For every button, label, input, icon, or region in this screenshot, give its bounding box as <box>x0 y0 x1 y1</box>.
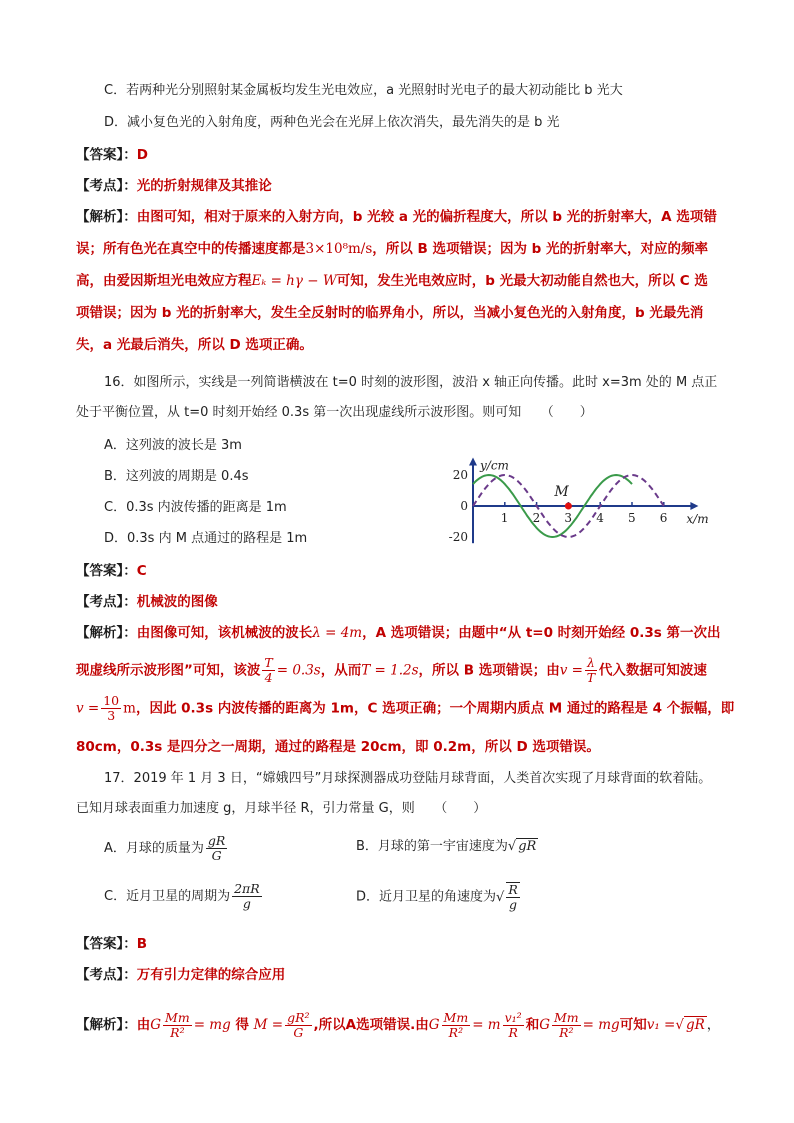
q17-jiexi-line <box>76 1010 728 1040</box>
numerator: Mm <box>554 1009 579 1025</box>
q16-stem-line-2: 处于平衡位置，从 t=0 时刻开始经 0.3s 第一次出现虚线所示波形图。则可知 （ ） <box>76 405 593 420</box>
q16-option-b: B．这列波的周期是 0.4s <box>104 469 249 484</box>
denominator: g <box>509 897 518 912</box>
q16-kaodian-line <box>76 593 218 611</box>
q17-option-c <box>104 882 264 911</box>
q16-jiexi-line-4: 80cm，0.3s 是四分之一周期，通过的路程是 20cm，即 0.2m，所以 D 选项错误。 <box>76 739 600 755</box>
q17-stem-line-2: 已知月球表面重力加速度 g，月球半径 R，引力常量 G，则 （ ） <box>76 801 487 816</box>
numerator: gR² <box>287 1009 310 1025</box>
jiexi-text: 可知，发生光电效应时，b 光最大初动能自然也大，所以 C 选 <box>336 273 708 289</box>
jiexi-text: ，所以 B 选项错误；由 <box>418 662 560 679</box>
jiexi-label: 【解析】： <box>76 1017 137 1033</box>
y-axis-arrow <box>469 458 477 466</box>
q15-jiexi-line-5: 失，a 光最后消失，所以 D 选项正确。 <box>76 337 313 353</box>
q15-jiexi-line-3 <box>76 272 728 290</box>
numerator: λ <box>586 655 595 670</box>
equation: = mg <box>193 1017 231 1033</box>
velocity-symbol: v₁ = <box>646 1017 676 1033</box>
kaodian-label: 【考点】： <box>76 178 137 194</box>
fraction-T-over-4 <box>262 656 274 685</box>
x-tick-label: 3 <box>564 511 573 525</box>
x-tick-label: 1 <box>500 511 509 525</box>
denominator: R² <box>448 1024 464 1040</box>
numerator: R <box>508 882 518 897</box>
q16-jiexi-line-3 <box>76 693 735 723</box>
symbol-M: M = <box>253 1017 284 1033</box>
fraction-v1sq-over-R <box>503 1011 524 1040</box>
option-text: A．月球的质量为 <box>104 841 204 856</box>
q16-option-c: C．0.3s 内波传播的距离是 1m <box>104 500 287 515</box>
denominator: R <box>508 1024 518 1040</box>
jiexi-label: 【解析】： <box>76 625 137 641</box>
y-tick-label: 20 <box>452 468 468 482</box>
option-text: C．近月卫星的周期为 <box>104 889 231 904</box>
period-formula: T = 1.2s <box>361 662 419 679</box>
q15-jiexi-line-4: 项错误；因为 b 光的折射率大，发生全反射时的临界角小，所以，当减小复色光的入射角度，b 光最先消 <box>76 305 704 321</box>
jiexi-text: 由 <box>136 1017 151 1033</box>
y-tick-label: 0 <box>460 499 468 513</box>
q16-jiexi-line-2 <box>76 656 728 685</box>
answer-value: C <box>136 563 147 579</box>
kaodian-label: 【考点】： <box>76 594 137 610</box>
x-tick-label: 5 <box>628 511 636 525</box>
x-tick-label: 4 <box>596 511 604 525</box>
y-axis-label: y/cm <box>480 458 509 473</box>
denominator: 4 <box>264 670 273 685</box>
kaodian-value: 机械波的图像 <box>136 594 218 610</box>
x-axis-arrow <box>690 502 698 510</box>
equation: = 0.3s <box>276 662 321 679</box>
sqrt-R-over-g: √ $\frac{R}{g}$ <box>496 882 518 912</box>
fraction-Mm-over-R2 <box>552 1011 581 1040</box>
q15-answer-line <box>76 146 148 164</box>
symbol-G: G <box>428 1017 440 1033</box>
equation: = mg <box>582 1017 620 1033</box>
jiexi-text: ，A 选项错误；由题中“从 t=0 时刻开始经 0.3s 第一次出 <box>362 625 721 641</box>
jiexi-text: 得 <box>235 1017 249 1033</box>
numerator: v₁² <box>504 1009 522 1025</box>
jiexi-text: ，从而 <box>320 662 362 679</box>
q17-option-a <box>104 834 229 863</box>
fraction-Mm-over-R2 <box>442 1011 471 1040</box>
q16-jiexi-line-1 <box>76 624 728 642</box>
sqrt-gR: √ gR <box>507 839 537 854</box>
kaodian-label: 【考点】： <box>76 967 137 983</box>
numerator: gR <box>207 833 226 848</box>
speed-formula: 3×10⁸m/s <box>305 241 373 257</box>
numerator: 10 <box>103 693 120 708</box>
jiexi-text: 和 <box>525 1017 540 1033</box>
answer-label: 【答案】： <box>76 936 137 952</box>
q17-kaodian-line <box>76 966 285 984</box>
radicand: gR <box>685 1017 705 1033</box>
x-tick-label: 2 <box>532 511 541 525</box>
jiexi-text: ，所以 B 选项错误；因为 b 光的折射率大，对应的频率 <box>372 241 709 257</box>
fraction-R-over-g <box>506 882 519 912</box>
jiexi-text: 由图像可知，该机械波的波长 <box>136 625 313 641</box>
jiexi-text: 现虚线所示波形图”可知，该波 <box>76 662 261 679</box>
denominator: G <box>211 848 222 863</box>
numerator: 2πR <box>234 881 260 896</box>
photoelectric-equation: Eₖ = hγ − W <box>251 273 337 289</box>
numerator: Mm <box>165 1009 190 1025</box>
fraction-gR-over-G <box>206 834 227 863</box>
option-text: D．近月卫星的角速度为 <box>356 889 497 905</box>
point-m-marker <box>565 503 572 510</box>
option-text: B．月球的第一宇宙速度为 <box>356 839 508 854</box>
kaodian-value: 万有引力定律的综合应用 <box>136 967 286 983</box>
fraction-10-over-3 <box>101 694 121 723</box>
jiexi-text: 可知 <box>619 1017 647 1033</box>
wave-chart <box>440 436 720 560</box>
q15-kaodian-line <box>76 177 272 195</box>
jiexi-label: 【解析】： <box>76 209 137 225</box>
q16-stem-line-1: 16．如图所示，实线是一列简谐横波在 t=0 时刻的波形图，波沿 x 轴正向传播。此时 x=3m 处的 M 点正 <box>104 375 718 390</box>
x-axis-label: x/m <box>686 512 709 526</box>
y-tick-label: -20 <box>448 530 468 544</box>
q15-jiexi-line-1 <box>76 208 728 226</box>
x-tick-label: 6 <box>659 511 668 525</box>
answer-value: D <box>136 147 148 163</box>
fraction-lambda-over-T <box>585 656 597 685</box>
answer-label: 【答案】： <box>76 147 137 163</box>
equation: = m <box>472 1017 501 1033</box>
answer-value: B <box>136 936 148 952</box>
symbol-G: G <box>150 1017 162 1033</box>
q15-option-c: C．若两种光分别照射某金属板均发生光电效应，a 光照射时光电子的最大初动能比 b 光大 <box>104 83 623 98</box>
wavelength-formula: λ = 4m <box>312 625 363 641</box>
numerator: T <box>264 655 273 670</box>
q16-option-a: A．这列波的波长是 3m <box>104 438 242 453</box>
fraction-Mm-over-R2 <box>163 1011 192 1040</box>
q16-option-d: D．0.3s 内 M 点通过的路程是 1m <box>104 531 308 546</box>
radicand: gR <box>518 839 537 854</box>
q15-jiexi-line-2 <box>76 240 728 258</box>
jiexi-text: 代入数据可知波速 <box>598 662 707 679</box>
symbol-G: G <box>539 1017 550 1033</box>
jiexi-text: 误；所有色光在真空中的传播速度都是 <box>76 241 306 257</box>
q17-option-d <box>356 882 522 912</box>
denominator: R² <box>170 1024 185 1040</box>
fraction-2piR-over-g <box>232 882 262 911</box>
q17-option-b <box>356 838 538 856</box>
denominator: G <box>293 1024 304 1040</box>
denominator: R² <box>559 1024 574 1040</box>
q17-stem-line-1: 17．2019 年 1 月 3 日，“嫦娥四号”月球探测器成功登陆月球背面，人类首次实现了月球背面的软着陆。 <box>104 771 712 786</box>
q16-answer-line <box>76 562 147 580</box>
numerator: Mm <box>443 1009 469 1025</box>
kaodian-value: 光的折射规律及其推论 <box>136 178 272 194</box>
unit: m <box>123 700 136 717</box>
answer-label: 【答案】： <box>76 563 137 579</box>
denominator: g <box>242 896 251 911</box>
fraction-gR2-over-G <box>285 1011 311 1040</box>
jiexi-text: 高，由爱因斯坦光电效应方程 <box>76 273 252 289</box>
punctuation: ， <box>706 1017 721 1033</box>
q17-answer-line <box>76 935 147 953</box>
denominator: 3 <box>107 708 116 723</box>
jiexi-text: 由图可知，相对于原来的入射方向，b 光较 a 光的偏折程度大，所以 b 光的折射率大，A 选项错 <box>136 209 717 225</box>
denominator: T <box>586 670 596 685</box>
sqrt-gR: √ gR <box>675 1017 705 1033</box>
q15-option-d: D．减小复色光的入射角度，两种色光会在光屏上依次消失，最先消失的是 b 光 <box>104 115 560 130</box>
point-m-label: M <box>554 484 569 500</box>
jiexi-text: ,所以A选项错误.由 <box>313 1017 429 1033</box>
velocity-symbol: v = <box>76 700 100 717</box>
velocity-symbol: v = <box>559 662 583 679</box>
jiexi-text: ，因此 0.3s 内波传播的距离为 1m，C 选项正确；一个周期内质点 M 通过的路程是 4 个振幅，即 <box>135 700 735 717</box>
